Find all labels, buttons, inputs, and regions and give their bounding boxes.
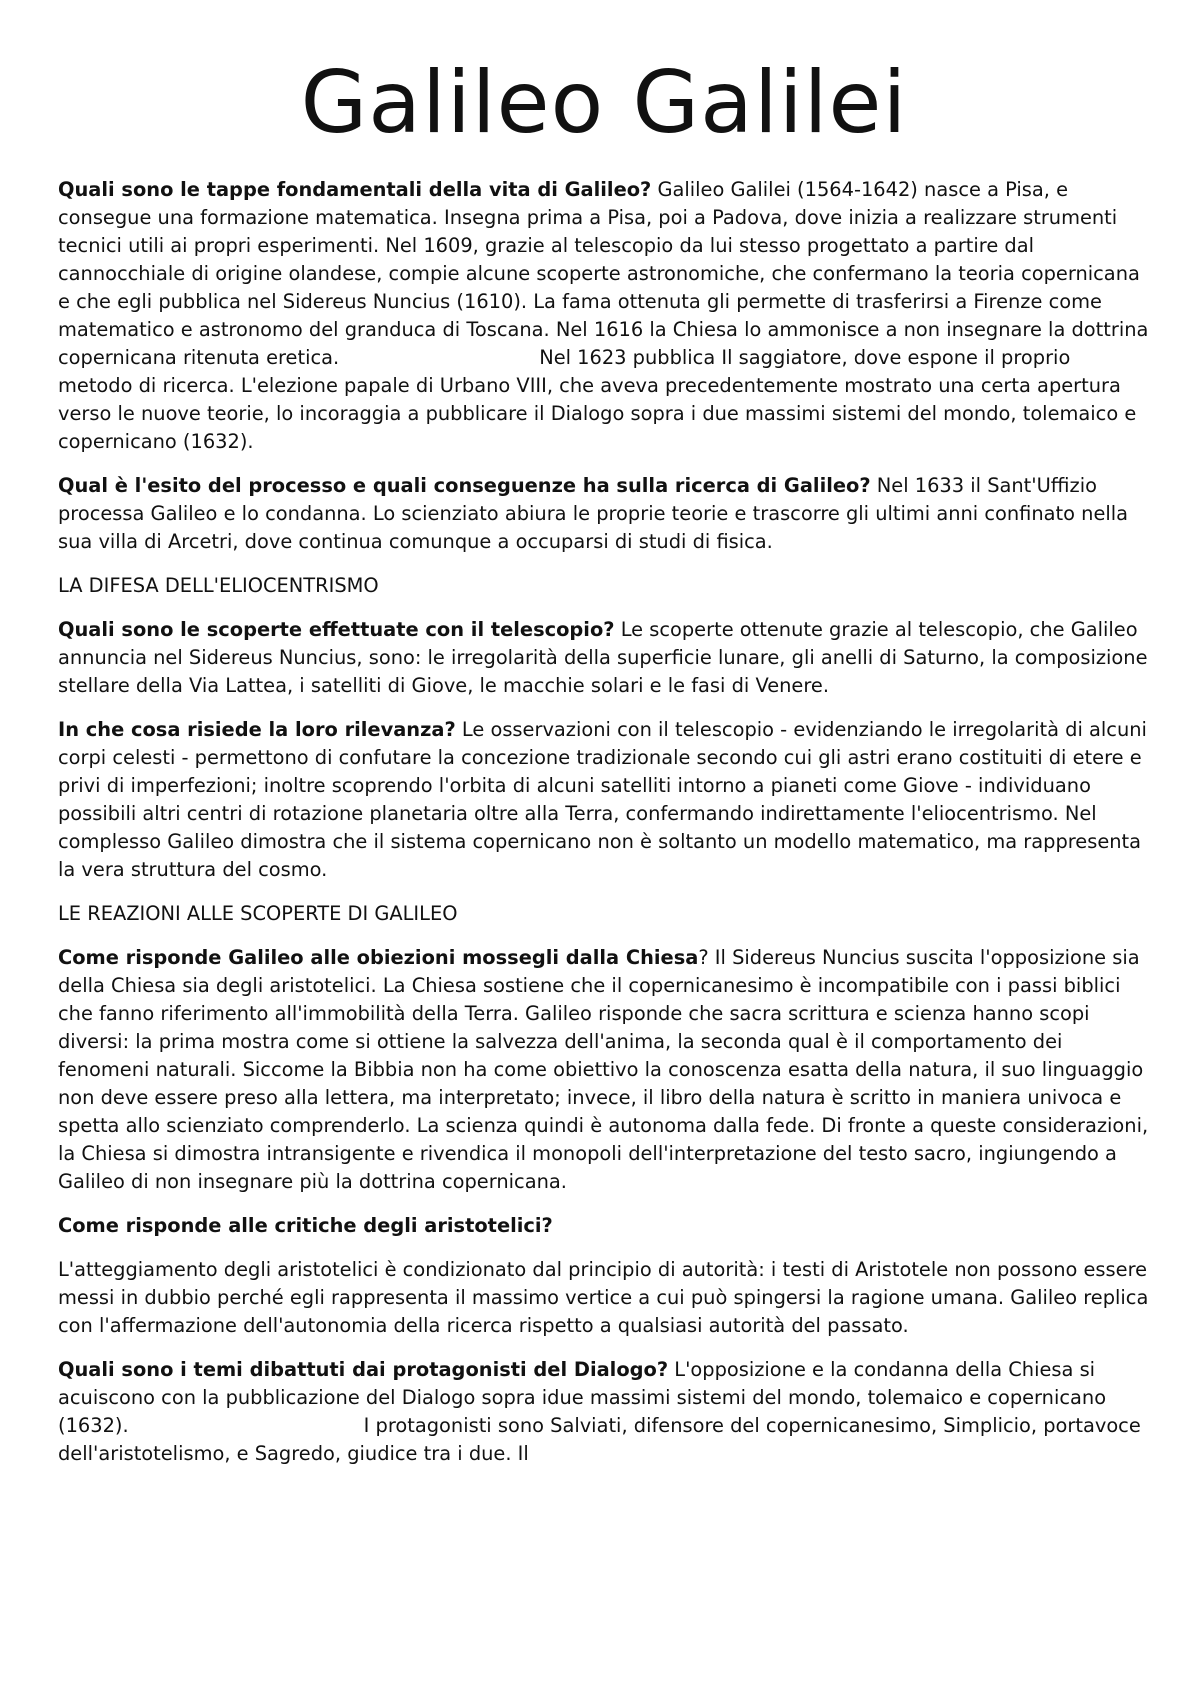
answer-life-stages-part2: Nel 1623 pubblica Il saggiatore, dove espone il proprio metodo di ricerca. L'elezione papale di Urbano VIII, che aveva precedentemente mostrato una certa apertura verso le nuove teorie, lo incoraggia a pubblicare il Dialogo sopra i due massimi sistemi del mondo, tolemaico e copernicano (1632). (58, 346, 1137, 453)
answer-life-stages-part1: Galileo Galilei (1564-1642) nasce a Pisa, e consegue una formazione matematica. Insegna prima a Pisa, poi a Padova, dove inizia a realizzare strumenti tecnici utili ai propri esperimenti. Nel 1609, grazie al telescopio da lui stesso progettato a partire dal cannocchiale di origine olandese, compie alcune scoperte astronomiche, che confermano la teoria copernicana e che egli pubblica nel Sidereus Nuncius (1610). La fama ottenuta gli permette di trasferirsi a Firenze come matematico e astronomo del granduca di Toscana. Nel 1616 la Chiesa lo ammonisce a non insegnare la dottrina copernicana ritenuta eretica. (58, 178, 1149, 369)
answer-telescope-discoveries: Le scoperte ottenute grazie al telescopio, che Galileo annuncia nel Sidereus Nuncius, sono: le irregolarità della superficie lunare, gli anelli di Saturno, la composizione stellare della Via Lattea, i satelliti di Giove, le macchie solari e le fasi di Venere. (58, 618, 1148, 697)
question-life-stages: Quali sono le tappe fondamentali della vita di Galileo? (58, 178, 652, 201)
paragraph-aristotelian-critiques-question (58, 1212, 1150, 1240)
paragraph-trial-outcome (58, 472, 1150, 556)
paragraph-relevance (58, 716, 1150, 884)
section-heading-heliocentrism: LA DIFESA DELL'ELIOCENTRISMO (58, 574, 379, 597)
answer-church-objections: ? Il Sidereus Nuncius suscita l'opposizione sia della Chiesa sia degli aristotelici. La Chiesa sostiene che il copernicanesimo è incompatibile con i passi biblici che fanno riferimento all'immobilità della Terra. Galileo risponde che sacra scrittura e scienza hanno scopi diversi: la prima mostra come si ottiene la salvezza dell'anima, la seconda qual è il comportamento dei fenomeni naturali. Siccome la Bibbia non ha come obiettivo la conoscenza esatta della natura, il suo linguaggio non deve essere preso alla lettera, ma interpretato; invece, il libro della natura è scritto in maniera univoca e spetta allo scienziato comprenderlo. La scienza quindi è autonoma dalla fede. Di fronte a queste considerazioni, la Chiesa si dimostra intransigente e rivendica il monopoli dell'interpretazione del testo sacro, ingiungendo a Galileo di non insegnare più la dottrina copernicana. (58, 946, 1149, 1193)
question-dialogue-themes: Quali sono i temi dibattuti dai protagonisti del Dialogo? (58, 1358, 669, 1381)
answer-aristotelian-critiques: L'atteggiamento degli aristotelici è condizionato dal principio di autorità: i testi di Aristotele non possono essere messi in dubbio perché egli rappresenta il massimo vertice a cui può spingersi la ragione umana. Galileo replica con l'affermazione dell'autonomia della ricerca rispetto a qualsiasi autorità del passato. (58, 1258, 1149, 1337)
question-trial-outcome: Qual è l'esito del processo e quali conseguenze ha sulla ricerca di Galileo? (58, 474, 871, 497)
question-telescope-discoveries: Quali sono le scoperte effettuate con il telescopio? (58, 618, 615, 641)
answer-relevance: Le osservazioni con il telescopio - evidenziando le irregolarità di alcuni corpi celesti - permettono di confutare la concezione tradizionale secondo cui gli astri erano costituiti di etere e privi di imperfezioni; inoltre scoprendo l'orbita di alcuni satelliti intorno a pianeti come Giove - individuano possibili altri centri di rotazione planetaria oltre alla Terra, confermando indirettamente l'eliocentrismo. Nel complesso Galileo dimostra che il sistema copernicano non è soltanto un modello matematico, ma rappresenta la vera struttura del cosmo. (58, 718, 1147, 881)
paragraph-dialogue-themes (58, 1356, 1150, 1468)
paragraph-life-stages (58, 176, 1150, 456)
paragraph-telescope-discoveries (58, 616, 1150, 700)
document-page (58, 53, 1150, 1484)
question-church-objections: Come risponde Galileo alle obiezioni mossegli dalla Chiesa (58, 946, 699, 969)
paragraph-church-objections (58, 944, 1150, 1196)
answer-dialogue-themes-part2: I protagonisti sono Salviati, difensore del copernicanesimo, Simplicio, portavoce dell'aristotelismo, e Sagredo, giudice tra i due. Il (58, 1414, 1141, 1465)
question-relevance: In che cosa risiede la loro rilevanza? (58, 718, 456, 741)
question-aristotelian-critiques: Come risponde alle critiche degli aristotelici? (58, 1214, 553, 1237)
page-title: Galileo Galilei (300, 53, 908, 153)
answer-dialogue-themes-part1: L'opposizione e la condanna della Chiesa si acuiscono con la pubblicazione del Dialogo sopra idue massimi sistemi del mondo, tolemaico e copernicano (1632). (58, 1358, 1107, 1437)
paragraph-aristotelian-critiques-answer (58, 1256, 1150, 1340)
answer-trial-outcome: Nel 1633 il Sant'Uffizio processa Galileo e lo condanna. Lo scienziato abiura le proprie teorie e trascorre gli ultimi anni confinato nella sua villa di Arcetri, dove continua comunque a occuparsi di studi di fisica. (58, 474, 1129, 553)
section-heading-reactions: LE REAZIONI ALLE SCOPERTE DI GALILEO (58, 902, 458, 925)
